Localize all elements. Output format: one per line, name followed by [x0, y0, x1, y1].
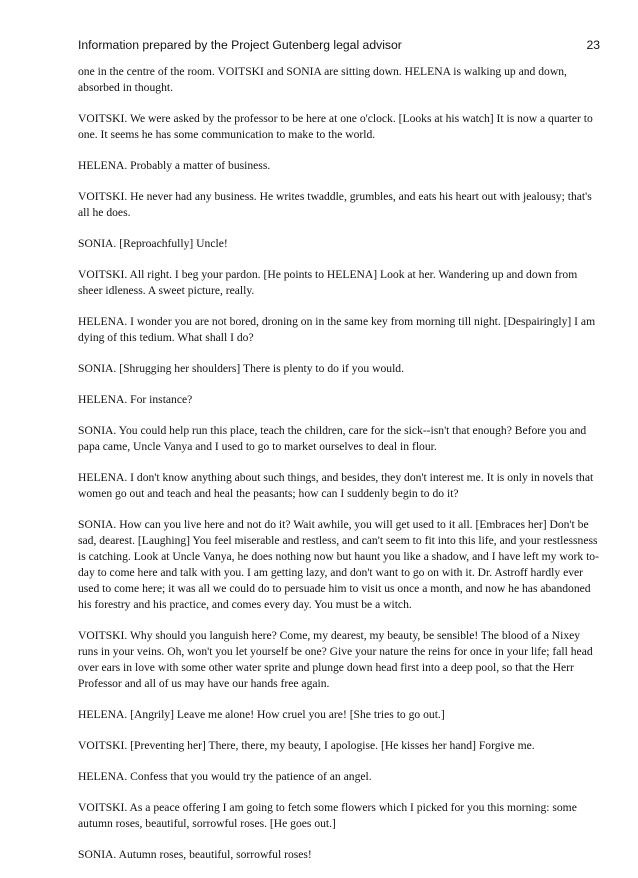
paragraph: HELENA. For instance? — [78, 393, 193, 406]
paragraph: VOITSKI. Why should you languish here? Come, my dearest, my beauty, be sensible! The blood of a Nixey runs in your veins. Oh, won't you let yourself be one? Give your nature the reins for once in your life; fall head over ears in love with some other water sprite and plunge down head first into a deep pool, so that the Herr Professor and all of us may have our hands free again. — [78, 629, 593, 690]
paragraph: VOITSKI. As a peace offering I am going to fetch some flowers which I picked for you this morning: some autumn roses, beautiful, sorrowful roses. [He goes out.] — [78, 801, 577, 830]
paragraph: SONIA. How can you live here and not do it? Wait awhile, you will get used to it all. [Embraces her] Don't be sad, dearest. [Laughing] You feel miserable and restless, and can't seem to fit into this life, and your restlessness is catching. Look at Uncle Vanya, he does nothing now but haunt you like a shadow, and I have left my work to-day to come here and talk with you. I am getting lazy, and don't want to go on with it. Dr. Astroff hardly ever used to come here; it was all we could do to persuade him to visit us once a month, and now he has abandoned his forestry and his practice, and comes every day. You must be a witch. — [78, 518, 599, 611]
paragraph: VOITSKI. All right. I beg your pardon. [He points to HELENA] Look at her. Wandering up and down from sheer idleness. A sweet picture, really. — [78, 268, 578, 297]
paragraph: one in the centre of the room. VOITSKI and SONIA are sitting down. HELENA is walking up and down, absorbed in thought. — [78, 65, 567, 94]
header-title: Information prepared by the Project Gutenberg legal advisor — [78, 38, 402, 52]
paragraph: SONIA. Autumn roses, beautiful, sorrowful roses! — [78, 848, 312, 861]
paragraph: SONIA. [Reproachfully] Uncle! — [78, 237, 228, 250]
paragraph: VOITSKI. He never had any business. He writes twaddle, grumbles, and eats his heart out with jealousy; that's all he does. — [78, 190, 592, 219]
document-body — [78, 64, 600, 878]
paragraph: VOITSKI. [Preventing her] There, there, my beauty, I apologise. [He kisses her hand] Forgive me. — [78, 739, 535, 752]
page-number: 23 — [586, 38, 600, 52]
paragraph: HELENA. I wonder you are not bored, droning on in the same key from morning till night. [Despairingly] I am dying of this tedium. What shall I do? — [78, 315, 596, 344]
paragraph: HELENA. Confess that you would try the patience of an angel. — [78, 770, 372, 783]
paragraph: HELENA. [Angrily] Leave me alone! How cruel you are! [She tries to go out.] — [78, 708, 445, 721]
paragraph: VOITSKI. We were asked by the professor to be here at one o'clock. [Looks at his watch] It is now a quarter to one. It seems he has some communication to make to the world. — [78, 112, 593, 141]
paragraph: SONIA. [Shrugging her shoulders] There is plenty to do if you would. — [78, 362, 404, 375]
paragraph: HELENA. Probably a matter of business. — [78, 159, 271, 172]
page-header — [78, 38, 600, 54]
paragraph: HELENA. I don't know anything about such things, and besides, they don't interest me. It is only in novels that women go out and teach and heal the peasants; how can I suddenly begin to do it? — [78, 471, 594, 500]
paragraph: SONIA. You could help run this place, teach the children, care for the sick--isn't that enough? Before you and papa came, Uncle Vanya and I used to go to market ourselves to deal in flour. — [78, 424, 587, 453]
